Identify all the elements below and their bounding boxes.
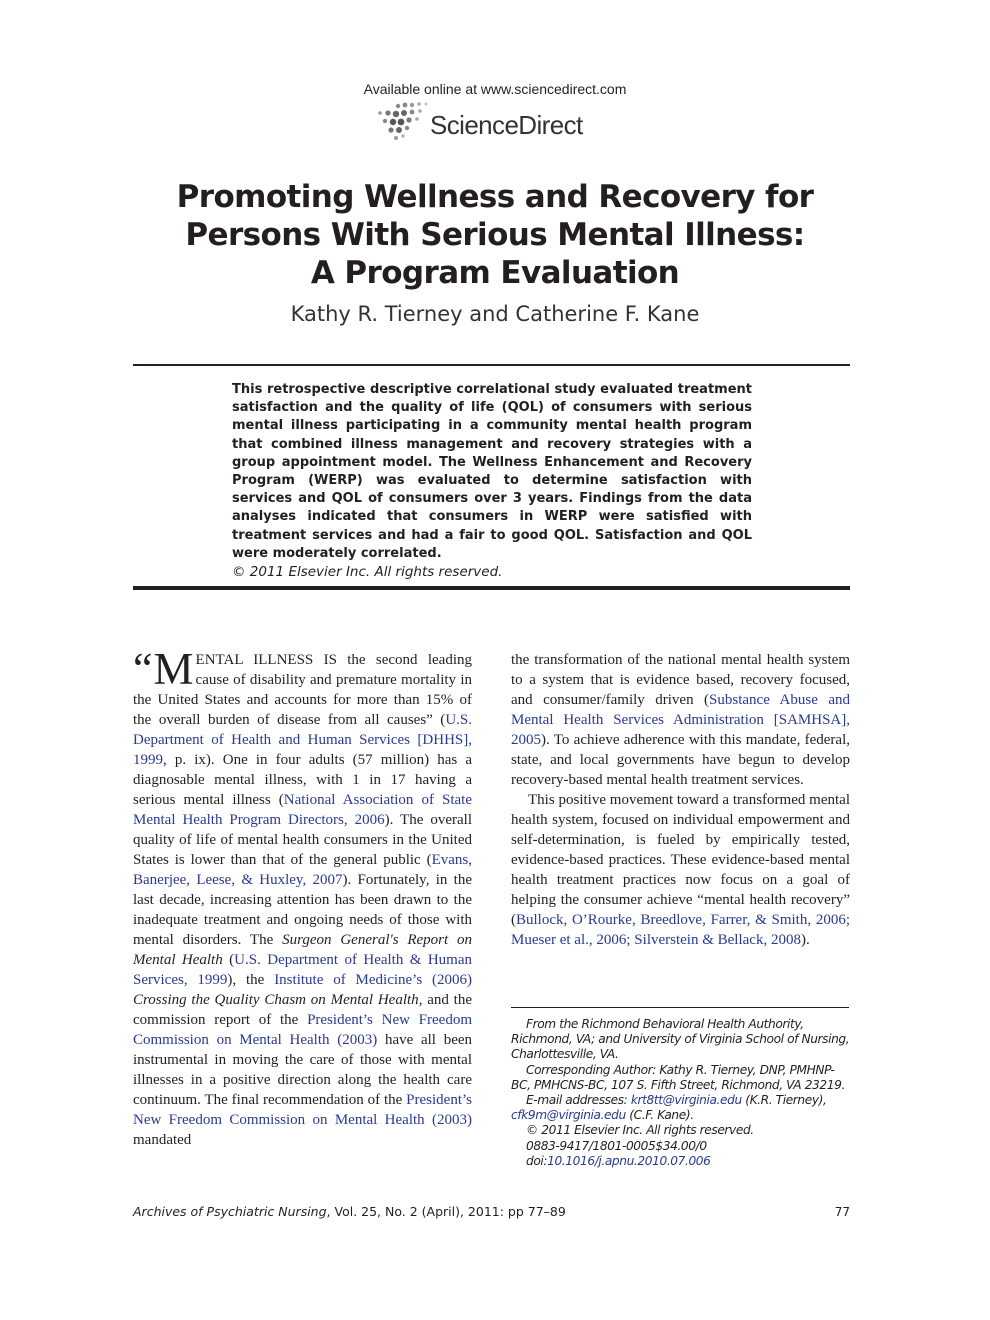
citation-link[interactable]: President’s New Freedom Commission on Mental Health (2003) (133, 1012, 472, 1048)
body-text: the transformation of the national mental health system to a system that is evidence based, recovery focused, and consumer/family driven ( (511, 652, 850, 708)
body-text: mandated (133, 1132, 192, 1148)
citation-link[interactable]: National Association of State Mental Health Program Directors, 2006 (133, 792, 472, 828)
title-line: Persons With Serious Mental Illness: (185, 217, 805, 253)
body-text: ), the (227, 972, 275, 988)
citation-link[interactable]: Substance Abuse and Mental Health Services Administration [SAMHSA], 2005 (511, 692, 850, 748)
abstract-text: This retrospective descriptive correlational study evaluated treatment satisfaction and the quality of life (QOL) of consumers with serious mental illness participating in a community mental health program that combined illness management and recovery strategies with a group appointment model. The Wellness Enhancement and Recovery Program (WERP) was evaluated to determine satisfaction with services and QOL of consumers over 3 years. Findings from the data analyses indicated that consumers in WERP were satisfied with treatment services and had a fair to good QOL. Satisfaction and QOL were moderately correlated. (232, 382, 752, 561)
citation-link[interactable]: Bullock, O’Rourke, Breedlove, Farrer, & Smith, 2006; Mueser et al., 2006; Silverstein & Bellack, 2008 (511, 912, 850, 948)
sciencedirect-dots-icon (374, 101, 430, 145)
footnote-doi (511, 1154, 850, 1169)
body-text: ). The overall quality of life of mental health consumers in the United States is lower than that of the general public ( (133, 812, 472, 868)
body-text: This positive movement toward a transformed mental health system, focused on individual empowerment and self-determination, is fueled by empirically tested, evidence-based practices. These evidence-based mental health treatment practices now focus on a goal of helping the consumer achieve “mental health recovery” ( (511, 792, 850, 928)
body-text: ). Fortunately, in the last decade, increasing attention has been drawn to the inadequate treatment and ongoing needs of those with mental disorders. The (133, 872, 473, 948)
body-text: , and the commission report of the (133, 992, 473, 1028)
body-text: ). To achieve adherence with this mandate, federal, state, and local governments have begun to develop recovery-based mental health treatment services. (511, 732, 850, 788)
top-divider (133, 364, 850, 366)
citation-link[interactable]: President’s New Freedom Commission on Mental Health (2003) (133, 1092, 472, 1128)
citation-link[interactable]: Institute of Medicine’s (2006) (274, 972, 473, 988)
journal-name: Archives of Psychiatric Nursing (133, 1204, 327, 1219)
body-paragraph (133, 644, 473, 1150)
email-label: E-mail addresses: (526, 1093, 631, 1108)
article-title (0, 178, 990, 292)
article-authors: Kathy R. Tierney and Catherine F. Kane (290, 302, 700, 326)
journal-citation (133, 1204, 566, 1219)
citation-link[interactable]: Evans, Banerjee, Leese, & Huxley, 2007 (133, 852, 472, 888)
drop-quote: “ (133, 644, 153, 693)
body-column-left (133, 644, 473, 1150)
email-link[interactable]: krt8tt@virginia.edu (630, 1093, 742, 1108)
sciencedirect-logo-text: ScienceDirect (430, 110, 583, 140)
abstract-copyright: © 2011 Elsevier Inc. All rights reserved. (232, 564, 503, 581)
footnote-issn: 0883-9417/1801-0005$34.00/0 (526, 1138, 707, 1153)
body-paragraph (511, 650, 850, 790)
body-text: ). (800, 932, 810, 948)
email-link[interactable]: cfk9m@virginia.edu (511, 1108, 626, 1123)
citation-link[interactable]: U.S. Department of Health & Human Services, 1999 (133, 952, 473, 988)
journal-volume: , Vol. 25, No. 2 (April), 2011: pp 77–89 (326, 1204, 566, 1219)
available-online-text: Available online at www.sciencedirect.com (363, 81, 627, 97)
abstract-divider (133, 586, 850, 590)
abstract (232, 381, 752, 582)
footnote-divider (511, 1007, 849, 1008)
body-text: ENTAL ILLNESS IS the second leading cause of disability and premature mortality in the United States and accounts for more than 15% of the overall burden of disease from all causes” ( (133, 652, 472, 728)
body-text: , p. ix). One in four adults (57 million) has a diagnosable mental illness, with 1 in 17 having a serious mental illness ( (133, 752, 472, 808)
title-line: Promoting Wellness and Recovery for (176, 179, 814, 215)
body-paragraph (511, 790, 850, 950)
report-title: Surgeon General's Report on Mental Health (133, 932, 473, 968)
drop-cap: M (153, 644, 194, 694)
report-title: Crossing the Quality Chasm on Mental Health (133, 992, 419, 1008)
doi-label: doi: (526, 1153, 548, 1168)
body-text: ( (222, 952, 235, 968)
citation-link[interactable]: U.S. Department of Health and Human Services [DHHS], 1999 (133, 712, 472, 768)
footnote-corresponding: Corresponding Author: Kathy R. Tierney, DNP, PMHNP-BC, PMHCNS-BC, 107 S. Fifth Street, Richmond, VA 23219. (511, 1062, 845, 1092)
sciencedirect-logo[interactable] (374, 101, 614, 145)
title-line: A Program Evaluation (310, 255, 680, 291)
body-text: have all been instrumental in moving the care of those with mental illnesses in a positive direction along the health care continuum. The final recommendation of the (133, 1032, 473, 1108)
footnote (511, 1017, 850, 1169)
footnote-affiliation: From the Richmond Behavioral Health Authority, Richmond, VA; and University of Virginia School of Nursing, Charlottesville, VA. (511, 1017, 850, 1062)
body-column-right (511, 650, 850, 950)
doi-link[interactable]: 10.1016/j.apnu.2010.07.006 (547, 1153, 711, 1168)
email-owner: (K.R. Tierney), (741, 1093, 827, 1108)
page-number: 77 (834, 1205, 850, 1219)
footnote-copyright: © 2011 Elsevier Inc. All rights reserved. (526, 1123, 754, 1138)
email-owner: (C.F. Kane). (625, 1108, 694, 1123)
footnote-emails (511, 1093, 850, 1123)
